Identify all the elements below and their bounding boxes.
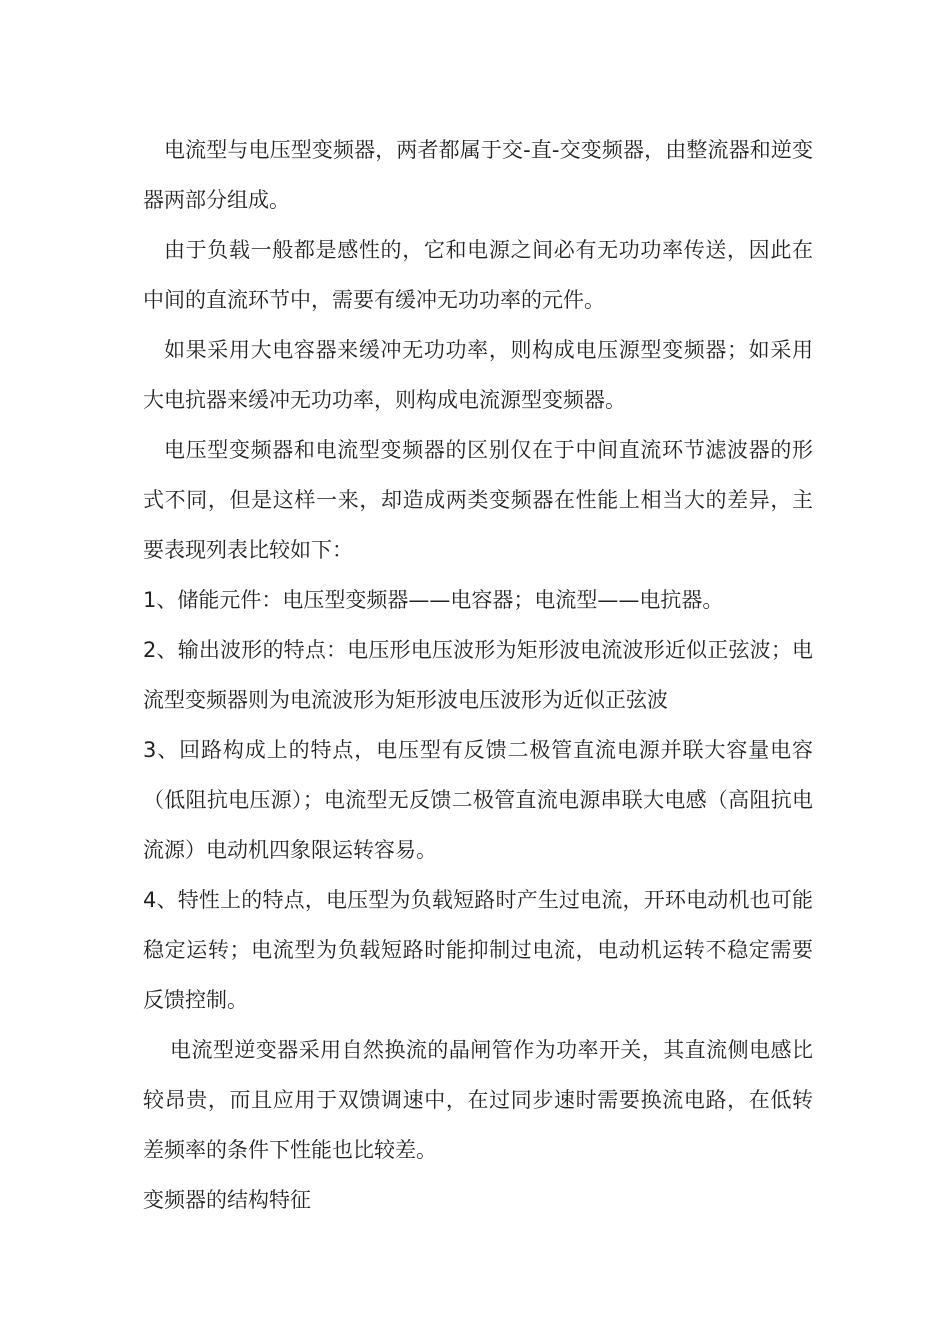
paragraph-current-inverter: 电流型逆变器采用自然换流的晶闸管作为功率开关，其直流侧电感比较昂贵，而且应用于双馈调速中，在过同步速时需要换流电路，在低转差频率的条件下性能也比较差。 (143, 1038, 813, 1162)
paragraph-difference: 电压型变频器和电流型变频器的区别仅在于中间直流环节滤波器的形式不同，但是这样一来，却造成两类变频器在性能上相当大的差异，主要表现列表比较如下： (143, 438, 813, 562)
paragraph-inductive-load: 由于负载一般都是感性的，它和电源之间必有无功功率传送，因此在中间的直流环节中，需要有缓冲无功功率的元件。 (143, 238, 813, 312)
document-body (143, 125, 813, 1225)
list-item-circuit: 3、回路构成上的特点，电压型有反馈二极管直流电源并联大容量电容（低阻抗电压源）；电流型无反馈二极管直流电源串联大电感（高阻抗电流源）电动机四象限运转容易。 (143, 738, 813, 862)
list-item-storage: 1、储能元件：电压型变频器——电容器；电流型——电抗器。 (143, 588, 724, 612)
paragraph-intro: 电流型与电压型变频器，两者都属于交-直-交变频器，由整流器和逆变器两部分组成。 (143, 138, 813, 212)
list-item-waveform: 2、输出波形的特点：电压形电压波形为矩形波电流波形近似正弦波；电流型变频器则为电流波形为矩形波电压波形为近似正弦波 (143, 638, 813, 712)
list-item-characteristics: 4、特性上的特点，电压型为负载短路时产生过电流，开环电动机也可能稳定运转；电流型为负载短路时能抑制过电流，电动机运转不稳定需要反馈控制。 (143, 888, 813, 1012)
paragraph-buffer-element: 如果采用大电容器来缓冲无功功率，则构成电压源型变频器；如采用大电抗器来缓冲无功功率，则构成电流源型变频器。 (143, 338, 813, 412)
section-heading-structure: 变频器的结构特征 (143, 1188, 311, 1212)
